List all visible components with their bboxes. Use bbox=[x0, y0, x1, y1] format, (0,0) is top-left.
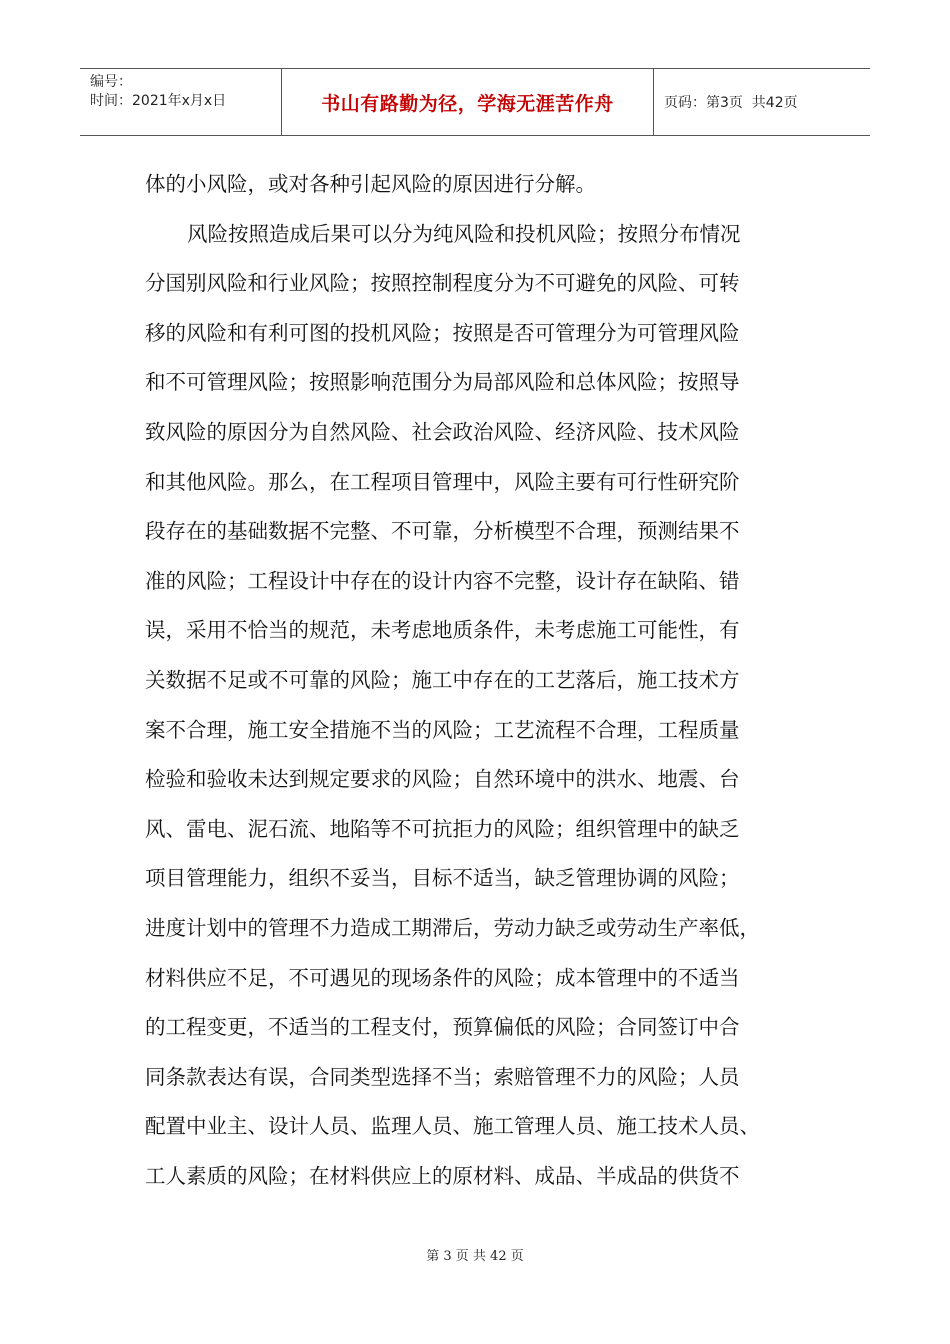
body-line: 风、雷电、泥石流、地陷等不可抗拒力的风险；组织管理中的缺乏 bbox=[145, 816, 740, 841]
body-line: 材料供应不足，不可遇见的现场条件的风险；成本管理中的不适当 bbox=[145, 965, 740, 990]
body-line: 关数据不足或不可靠的风险；施工中存在的工艺落后，施工技术方 bbox=[145, 667, 740, 692]
document-header bbox=[80, 68, 870, 136]
header-meta bbox=[90, 73, 226, 111]
date-label: 时间：2021年x月x日 bbox=[90, 93, 227, 109]
header-page-info: 页码：第3页 共42页 bbox=[664, 95, 798, 111]
body-line: 准的风险；工程设计中存在的设计内容不完整，设计存在缺陷、错 bbox=[145, 568, 740, 593]
body-line: 进度计划中的管理不力造成工期滞后，劳动力缺乏或劳动生产率低， bbox=[145, 915, 760, 940]
header-divider bbox=[653, 69, 654, 135]
body-line: 体的小风险，或对各种引起风险的原因进行分解。 bbox=[145, 172, 596, 196]
body-line: 移的风险和有利可图的投机风险；按照是否可管理分为可管理风险 bbox=[145, 320, 740, 345]
paragraph-start-line: 风险按照造成后果可以分为纯风险和投机风险；按照分布情况 bbox=[187, 221, 741, 246]
body-line: 致风险的原因分为自然风险、社会政治风险、经济风险、技术风险 bbox=[145, 419, 740, 444]
body-line: 工人素质的风险；在材料供应上的原材料、成品、半成品的供货不 bbox=[145, 1163, 740, 1188]
body-line: 误，采用不恰当的规范，未考虑地质条件，未考虑施工可能性，有 bbox=[145, 618, 740, 643]
number-label: 编号： bbox=[90, 74, 132, 90]
body-line: 和不可管理风险；按照影响范围分为局部风险和总体风险；按照导 bbox=[145, 370, 740, 395]
body-line: 项目管理能力，组织不妥当，目标不适当，缺乏管理协调的风险； bbox=[145, 866, 740, 891]
header-motto: 书山有路勤为径，学海无涯苦作舟 bbox=[321, 92, 614, 115]
body-line: 同条款表达有误，合同类型选择不当；索赔管理不力的风险；人员 bbox=[145, 1064, 740, 1089]
body-line: 的工程变更，不适当的工程支付，预算偏低的风险；合同签订中合 bbox=[145, 1015, 740, 1040]
body-line: 配置中业主、设计人员、监理人员、施工管理人员、施工技术人员、 bbox=[145, 1114, 760, 1139]
document-body bbox=[145, 160, 810, 1201]
page-footer: 第 3 页 共 42 页 bbox=[426, 1249, 524, 1264]
body-line: 和其他风险。那么，在工程项目管理中，风险主要有可行性研究阶 bbox=[145, 469, 740, 494]
body-line: 检验和验收未达到规定要求的风险；自然环境中的洪水、地震、台 bbox=[145, 767, 740, 792]
body-line: 分国别风险和行业风险；按照控制程度分为不可避免的风险、可转 bbox=[145, 271, 740, 296]
body-line: 段存在的基础数据不完整、不可靠，分析模型不合理，预测结果不 bbox=[145, 519, 740, 544]
body-line: 案不合理，施工安全措施不当的风险；工艺流程不合理，工程质量 bbox=[145, 717, 740, 742]
